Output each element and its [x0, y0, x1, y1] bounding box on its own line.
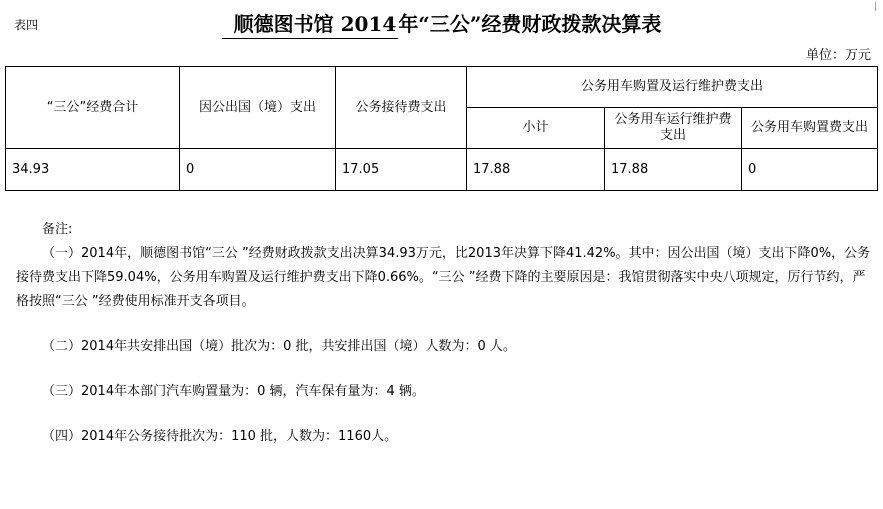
cell-reception: 17.05: [336, 149, 467, 191]
budget-table: [5, 66, 878, 191]
header-vehicle-buy: 公务用车购置费支出: [742, 108, 878, 149]
page-title: [0, 8, 883, 39]
note-1: （一）2014年，顺德图书馆“三公 ”经费财政拨款支出决算34.93万元，比2013年决算下降41.42%。其中：因公出国（境）支出下降0%，公务接待费支出下降59.04%，公务用车购置及运行维护费支出下降0.66%。“三公 ”经费下降的主要原因是：我馆贯彻落实中央八项规定，厉行节约，严格按照“三公 ”经费使用标准开支各项目。: [16, 246, 871, 309]
header-row-1: [6, 67, 878, 108]
note-2: （二）2014年共安排出国（境）批次为：0 批，共安排出国（境）人数为：0 人。: [42, 339, 516, 354]
unit-label: 单位：万元: [805, 48, 871, 63]
title-underlined-part: 顺德图书馆 2014: [222, 8, 399, 39]
notes-section: [16, 218, 876, 449]
notes-heading: 备注:: [42, 222, 73, 237]
corner-mark: |: [873, 2, 877, 12]
header-subtotal: 小计: [467, 108, 605, 149]
note-3: （三）2014年本部门汽车购置量为：0 辆，汽车保有量为：4 辆。: [42, 384, 425, 399]
cell-total: 34.93: [6, 149, 180, 191]
note-4: （四）2014年公务接待批次为：110 批，人数为：1160人。: [42, 429, 398, 444]
title-rest: 年“三公”经费财政拨款决算表: [398, 12, 662, 36]
cell-subtotal: 17.88: [467, 149, 605, 191]
table-row: [6, 149, 878, 191]
header-vehicle-group: 公务用车购置及运行维护费支出: [467, 67, 878, 108]
header-abroad: 因公出国（境）支出: [180, 67, 336, 149]
header-reception: 公务接待费支出: [336, 67, 467, 149]
cell-vehicle-buy: 0: [742, 149, 878, 191]
cell-vehicle-run: 17.88: [605, 149, 742, 191]
header-total: “三公”经费合计: [6, 67, 180, 149]
header-vehicle-run: 公务用车运行维护费支出: [605, 108, 742, 149]
table-label: 表四: [14, 18, 39, 32]
cell-abroad: 0: [180, 149, 336, 191]
